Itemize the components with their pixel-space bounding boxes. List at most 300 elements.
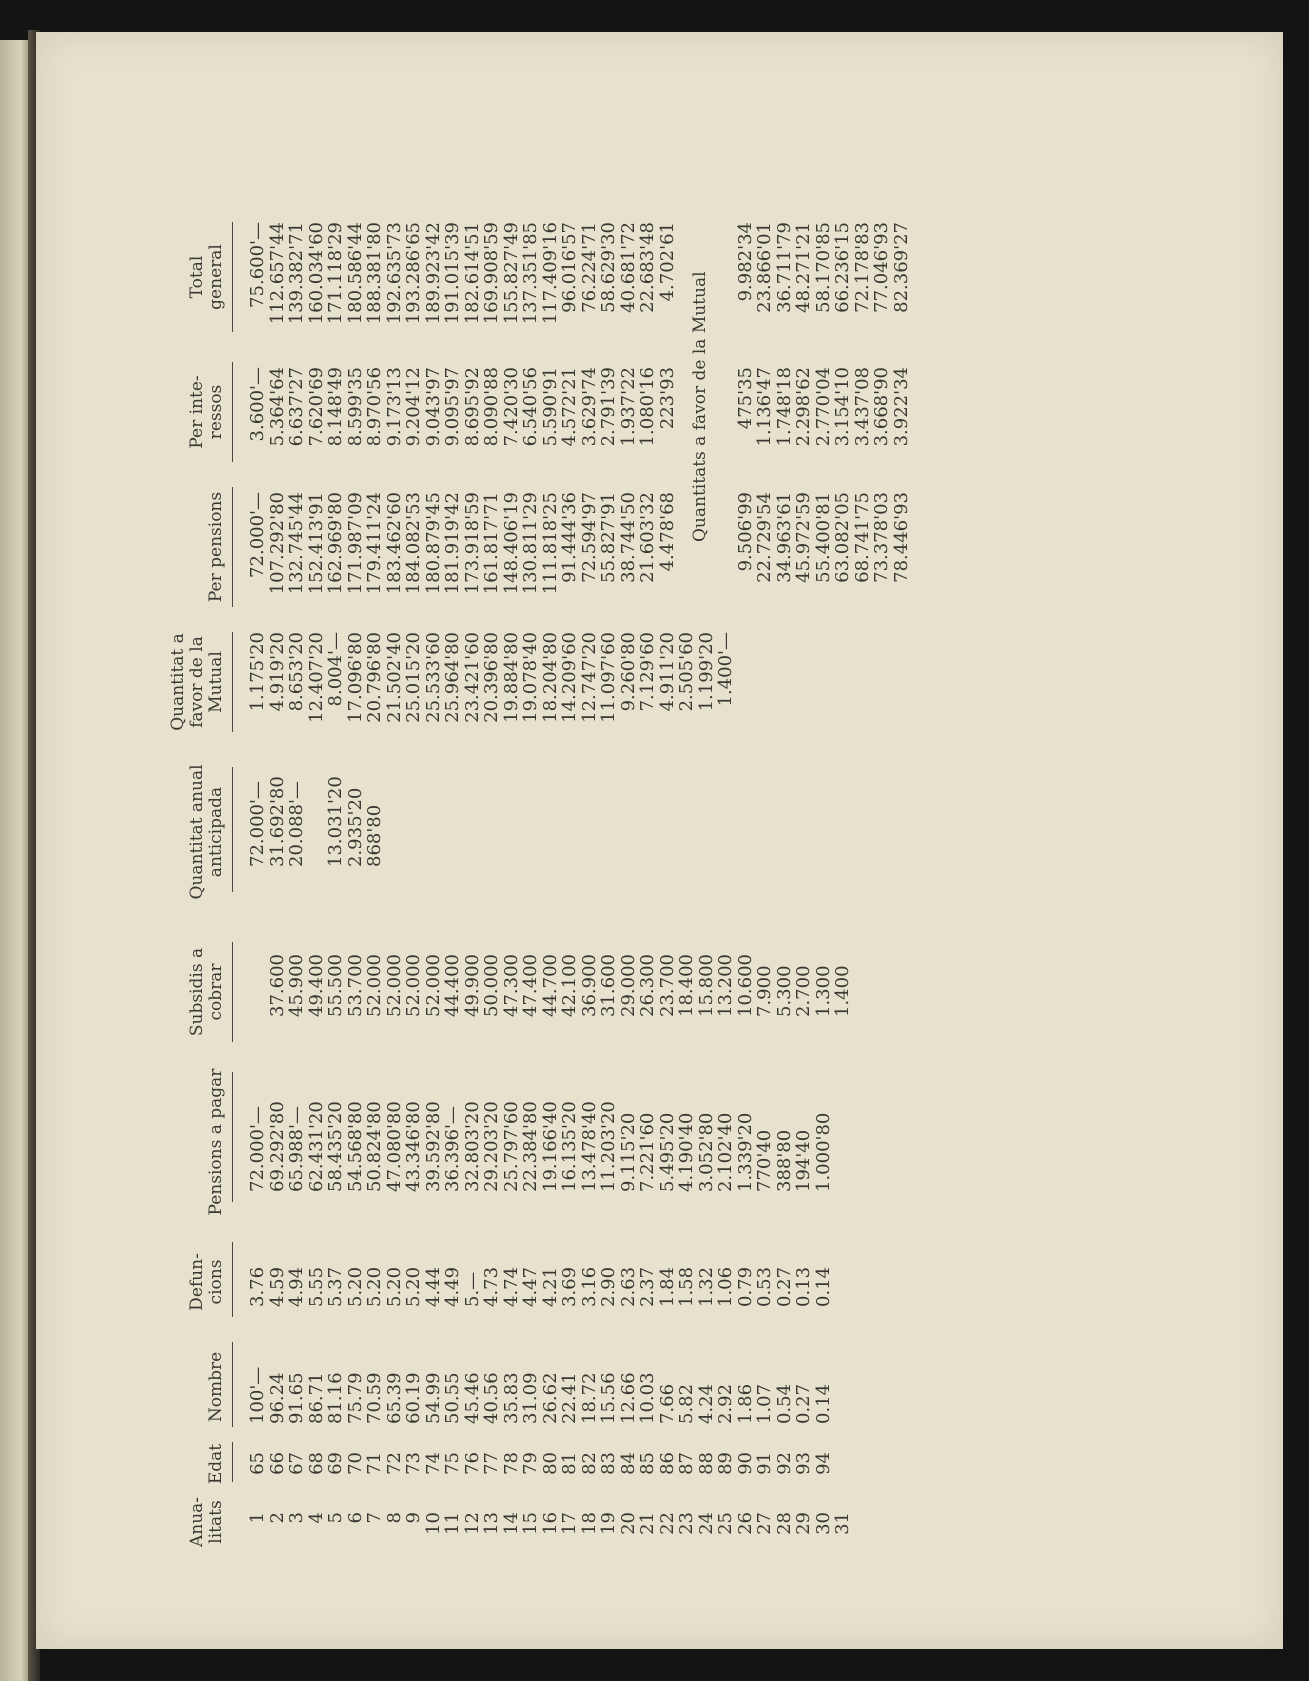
col-pensions-pagar bbox=[248, 1062, 853, 1192]
col-edat bbox=[248, 1452, 853, 1488]
cell-defuncions: 5.20 bbox=[383, 1266, 405, 1307]
cell-anualitats: 29 bbox=[793, 1512, 814, 1535]
cell-nombre: 4.24 bbox=[695, 1383, 717, 1424]
cell-per-interessos: 6.637'27 bbox=[286, 367, 307, 447]
cell-favor-mutual: 4.919'20 bbox=[266, 632, 288, 712]
cell-subsidis: 23.700 bbox=[656, 954, 678, 1017]
cell-subsidis: 42.100 bbox=[559, 954, 580, 1017]
cell-subsidis: 53.700 bbox=[344, 954, 366, 1017]
page bbox=[36, 32, 1283, 1649]
cell-favor-mutual: 20.396'80 bbox=[481, 632, 502, 723]
cell-pensions-pagar: 388'80 bbox=[773, 1129, 795, 1192]
cell-anualitats: 1 bbox=[247, 1512, 268, 1524]
col-favor-mutual bbox=[248, 632, 853, 737]
cell-per-pensions: 78.446'93 bbox=[890, 492, 912, 583]
cell-nombre: 22.41 bbox=[559, 1372, 580, 1424]
cell-edat: 67 bbox=[286, 1452, 307, 1475]
cell-per-pensions: 180.879'45 bbox=[422, 492, 444, 595]
cell-anual-anticipada bbox=[541, 757, 561, 867]
cell-subsidis: 36.900 bbox=[578, 954, 600, 1017]
cell-total-general: 77.046'93 bbox=[871, 222, 892, 313]
cell-subsidis: 2.700 bbox=[793, 965, 814, 1017]
cell-nombre: 60.19 bbox=[403, 1372, 424, 1424]
cell-subsidis: 44.700 bbox=[539, 954, 561, 1017]
cell-total-general: 82.369'27 bbox=[890, 222, 912, 313]
cell-defuncions: 2.37 bbox=[637, 1266, 658, 1307]
cell-edat: 79 bbox=[520, 1452, 541, 1475]
cell-pensions-pagar: 54.568'80 bbox=[344, 1101, 366, 1192]
cell-pensions-pagar: 69.292'80 bbox=[266, 1101, 288, 1192]
header-total-general: Total general bbox=[187, 244, 226, 310]
cell-pensions-pagar: 47.080'80 bbox=[383, 1101, 405, 1192]
cell-anualitats: 27 bbox=[754, 1512, 775, 1535]
cell-anualitats: 13 bbox=[481, 1512, 502, 1535]
cell-edat: 75 bbox=[442, 1452, 463, 1475]
cell-per-interessos: 8.695'92 bbox=[461, 367, 483, 447]
cell-pensions-pagar: 7.221'60 bbox=[637, 1112, 658, 1192]
cell-per-pensions bbox=[716, 492, 736, 602]
cell-favor-mutual bbox=[755, 632, 775, 737]
cell-per-pensions: 179.411'24 bbox=[364, 492, 385, 595]
cell-subsidis: 47.400 bbox=[520, 954, 541, 1017]
cell-per-pensions: 173.918'59 bbox=[461, 492, 483, 595]
cell-edat: 73 bbox=[403, 1452, 424, 1475]
cell-edat: 66 bbox=[266, 1452, 288, 1475]
cell-pensions-pagar: 1.000'80 bbox=[812, 1112, 834, 1192]
cell-nombre: 7.66 bbox=[656, 1383, 678, 1424]
cell-defuncions: 5.20 bbox=[403, 1266, 424, 1307]
cell-per-pensions: 4.478'68 bbox=[656, 492, 678, 572]
cell-per-interessos: 3.922'34 bbox=[890, 367, 912, 447]
cell-per-pensions: 171.987'09 bbox=[344, 492, 366, 595]
cell-nombre: 65.39 bbox=[383, 1372, 405, 1424]
col-total-general bbox=[248, 222, 911, 337]
cell-defuncions: 0.13 bbox=[793, 1266, 814, 1307]
header-anual-anticipada: Quantitat anual anticipada bbox=[187, 764, 226, 900]
cell-per-interessos: 3.437'08 bbox=[851, 367, 873, 447]
cell-nombre: 100'— bbox=[247, 1366, 268, 1424]
cell-defuncions: 4.73 bbox=[481, 1266, 502, 1307]
cell-per-interessos: 8.148'49 bbox=[325, 367, 346, 447]
cell-total-general: 76.224'71 bbox=[578, 222, 600, 313]
cell-anualitats: 16 bbox=[539, 1512, 561, 1535]
cell-per-interessos: 5.364'64 bbox=[266, 367, 288, 447]
cell-defuncions: 1.32 bbox=[695, 1266, 717, 1307]
cell-anual-anticipada bbox=[794, 757, 814, 867]
cell-total-general: 180.586'44 bbox=[344, 222, 366, 325]
cell-pensions-pagar: 65.988'— bbox=[286, 1106, 307, 1192]
cell-per-interessos: 4.572'21 bbox=[559, 367, 580, 447]
cell-favor-mutual: 19.078'40 bbox=[520, 632, 541, 723]
cell-per-pensions: 132.745'44 bbox=[286, 492, 307, 595]
cell-defuncions: 5.37 bbox=[325, 1266, 346, 1307]
cell-anual-anticipada bbox=[677, 757, 697, 867]
cell-per-pensions: 73.378'03 bbox=[871, 492, 892, 583]
cell-anualitats: 22 bbox=[656, 1512, 678, 1535]
cell-edat: 77 bbox=[481, 1452, 502, 1475]
cell-total-general bbox=[716, 222, 736, 337]
cell-anual-anticipada: 20.088'— bbox=[286, 781, 307, 867]
cell-total-general: 189.923'42 bbox=[422, 222, 444, 325]
cell-per-pensions: 63.082'05 bbox=[832, 492, 853, 583]
cell-favor-mutual: 19.884'80 bbox=[500, 632, 522, 723]
header-per-pensions: Per pensions bbox=[206, 491, 226, 603]
cell-nombre: 40.56 bbox=[481, 1372, 502, 1424]
cell-edat bbox=[833, 1452, 853, 1488]
cell-anual-anticipada: 868'80 bbox=[364, 804, 385, 867]
cell-per-interessos: 2.298'62 bbox=[793, 367, 814, 447]
cell-edat: 91 bbox=[754, 1452, 775, 1475]
cell-nombre: 0.54 bbox=[773, 1383, 795, 1424]
cell-pensions-pagar: 39.592'80 bbox=[422, 1101, 444, 1192]
cell-nombre: 31.09 bbox=[520, 1372, 541, 1424]
cell-per-interessos: 8.599'35 bbox=[344, 367, 366, 447]
cell-anual-anticipada bbox=[658, 757, 678, 867]
cell-per-pensions: 161.817'71 bbox=[481, 492, 502, 595]
cell-per-pensions: 22.729'54 bbox=[754, 492, 775, 583]
cell-total-general: 72.178'83 bbox=[851, 222, 873, 313]
cell-nombre: 1.86 bbox=[734, 1383, 756, 1424]
rule-pensions-pagar bbox=[232, 1072, 233, 1202]
cell-anual-anticipada bbox=[755, 757, 775, 867]
cell-favor-mutual bbox=[736, 632, 756, 737]
cell-favor-mutual: 8.653'20 bbox=[286, 632, 307, 712]
cell-anualitats: 2 bbox=[266, 1512, 288, 1524]
rule-defuncions bbox=[232, 1242, 233, 1317]
cell-per-interessos: 3.600'— bbox=[247, 367, 268, 442]
cell-anual-anticipada bbox=[619, 757, 639, 867]
cell-anualitats: 18 bbox=[578, 1512, 600, 1535]
cell-defuncions: 1.58 bbox=[676, 1266, 697, 1307]
cell-pensions-pagar: 19.166'40 bbox=[539, 1101, 561, 1192]
cell-per-interessos: 2.791'39 bbox=[598, 367, 619, 447]
cell-subsidis: 1.400 bbox=[832, 965, 853, 1017]
cell-total-general: 171.118'29 bbox=[325, 222, 346, 325]
cell-pensions-pagar: 11.203'20 bbox=[598, 1101, 619, 1192]
cell-per-interessos: 8.090'88 bbox=[481, 367, 502, 447]
cell-edat: 74 bbox=[422, 1452, 444, 1475]
cell-total-general: 9.982'34 bbox=[734, 222, 756, 302]
cell-subsidis: 47.300 bbox=[500, 954, 522, 1017]
cell-per-pensions: 9.506'99 bbox=[734, 492, 756, 572]
cell-per-interessos: 1.748'18 bbox=[773, 367, 795, 447]
cell-defuncions: 4.94 bbox=[286, 1266, 307, 1307]
cell-defuncions: 4.74 bbox=[500, 1266, 522, 1307]
cell-total-general: 4.702'61 bbox=[656, 222, 678, 302]
cell-anual-anticipada bbox=[638, 757, 658, 867]
cell-anual-anticipada bbox=[385, 757, 405, 867]
cell-per-pensions: 55.827'91 bbox=[598, 492, 619, 583]
cell-total-general: 137.351'85 bbox=[520, 222, 541, 325]
header-defuncions: Defun- cions bbox=[187, 1253, 226, 1311]
cell-nombre: 50.55 bbox=[442, 1372, 463, 1424]
cell-subsidis: 26.300 bbox=[637, 954, 658, 1017]
cell-nombre: 10.03 bbox=[637, 1372, 658, 1424]
rule-favor-mutual bbox=[232, 632, 233, 732]
cell-pensions-pagar: 3.052'80 bbox=[695, 1112, 717, 1192]
cell-anualitats: 30 bbox=[812, 1512, 834, 1535]
cell-total-general: 193.286'65 bbox=[403, 222, 424, 325]
col-subsidis bbox=[248, 937, 853, 1017]
cell-favor-mutual: 12.747'20 bbox=[578, 632, 600, 723]
cell-total-general: 192.635'73 bbox=[383, 222, 405, 325]
cell-nombre: 91.65 bbox=[286, 1372, 307, 1424]
cell-per-interessos: 5.590'91 bbox=[539, 367, 561, 447]
cell-per-interessos: 9.173'13 bbox=[383, 367, 405, 447]
cell-per-pensions: 72.594'97 bbox=[578, 492, 600, 583]
cell-per-pensions: 107.292'80 bbox=[266, 492, 288, 595]
cell-subsidis: 18.400 bbox=[676, 954, 697, 1017]
rule-per-pensions bbox=[232, 487, 233, 607]
col-nombre bbox=[248, 1344, 853, 1424]
cell-anual-anticipada bbox=[424, 757, 444, 867]
cell-pensions-pagar: 58.435'20 bbox=[325, 1101, 346, 1192]
cell-favor-mutual: 11.097'60 bbox=[598, 632, 619, 723]
cell-edat: 92 bbox=[773, 1452, 795, 1475]
cell-total-general: 188.381'80 bbox=[364, 222, 385, 325]
cell-favor-mutual bbox=[775, 632, 795, 737]
cell-total-general: 182.614'51 bbox=[461, 222, 483, 325]
cell-pensions-pagar: 770'40 bbox=[754, 1129, 775, 1192]
cell-subsidis: 13.200 bbox=[715, 954, 736, 1017]
cell-edat: 65 bbox=[247, 1452, 268, 1475]
cell-per-interessos: 9.095'97 bbox=[442, 367, 463, 447]
cell-total-general: 112.657'44 bbox=[266, 222, 288, 325]
left-page-edge bbox=[0, 40, 30, 1681]
cell-pensions-pagar: 32.803'20 bbox=[461, 1101, 483, 1192]
rule-anual-anticipada bbox=[232, 767, 233, 892]
cell-total-general: 117.409'16 bbox=[539, 222, 561, 325]
cell-defuncions: 0.27 bbox=[773, 1266, 795, 1307]
cell-subsidis: 52.000 bbox=[364, 954, 385, 1017]
cell-pensions-pagar: 50.824'80 bbox=[364, 1101, 385, 1192]
cell-defuncions: 2.90 bbox=[598, 1266, 619, 1307]
cell-total-general: 23.866'01 bbox=[754, 222, 775, 313]
rule-subsidis bbox=[232, 942, 233, 1042]
cell-pensions-pagar: 25.797'60 bbox=[500, 1101, 522, 1192]
cell-edat: 88 bbox=[695, 1452, 717, 1475]
cell-anual-anticipada bbox=[482, 757, 502, 867]
cell-edat: 76 bbox=[461, 1452, 483, 1475]
cell-edat: 87 bbox=[676, 1452, 697, 1475]
cell-subsidis: 29.000 bbox=[617, 954, 639, 1017]
cell-favor-mutual: 7.129'60 bbox=[637, 632, 658, 712]
cell-anualitats: 24 bbox=[695, 1512, 717, 1535]
cell-nombre: 18.72 bbox=[578, 1372, 600, 1424]
cell-per-interessos: 7.620'69 bbox=[305, 367, 327, 447]
cell-anual-anticipada bbox=[521, 757, 541, 867]
cell-favor-mutual: 4.911'20 bbox=[656, 632, 678, 712]
cell-defuncions: 3.76 bbox=[247, 1266, 268, 1307]
cell-defuncions: 3.69 bbox=[559, 1266, 580, 1307]
cell-nombre: 5.82 bbox=[676, 1383, 697, 1424]
cell-subsidis: 55.500 bbox=[325, 954, 346, 1017]
cell-subsidis: 44.400 bbox=[442, 954, 463, 1017]
cell-nombre: 70.59 bbox=[364, 1372, 385, 1424]
cell-total-general: 191.015'39 bbox=[442, 222, 463, 325]
cell-per-interessos: 3.629'74 bbox=[578, 367, 600, 447]
cell-edat: 71 bbox=[364, 1452, 385, 1475]
cell-edat: 78 bbox=[500, 1452, 522, 1475]
cell-edat: 82 bbox=[578, 1452, 600, 1475]
cell-edat: 86 bbox=[656, 1452, 678, 1475]
cell-total-general: 48.271'21 bbox=[793, 222, 814, 313]
cell-anual-anticipada bbox=[775, 757, 795, 867]
cell-defuncions: 4.47 bbox=[520, 1266, 541, 1307]
cell-favor-mutual: 23.421'60 bbox=[461, 632, 483, 723]
cell-anualitats: 9 bbox=[403, 1512, 424, 1524]
cell-edat: 84 bbox=[617, 1452, 639, 1475]
cell-anualitats: 17 bbox=[559, 1512, 580, 1535]
cell-total-general: 96.016'57 bbox=[559, 222, 580, 313]
cell-subsidis: 52.000 bbox=[383, 954, 405, 1017]
cell-per-pensions: 72.000'— bbox=[247, 492, 268, 578]
cell-subsidis: 52.000 bbox=[403, 954, 424, 1017]
caption-favor-mutual: Quantitats a favor de la Mutual bbox=[690, 271, 710, 542]
cell-per-interessos bbox=[716, 367, 736, 462]
cell-anualitats: 19 bbox=[598, 1512, 619, 1535]
cell-anual-anticipada: 2.935'20 bbox=[344, 787, 366, 867]
cell-per-pensions: 38.744'50 bbox=[617, 492, 639, 583]
cell-subsidis: 37.600 bbox=[266, 954, 288, 1017]
cell-edat: 90 bbox=[734, 1452, 756, 1475]
cell-edat: 81 bbox=[559, 1452, 580, 1475]
cell-anualitats: 6 bbox=[344, 1512, 366, 1524]
cell-edat: 89 bbox=[715, 1452, 736, 1475]
cell-per-interessos: 1.136'47 bbox=[754, 367, 775, 447]
cell-per-interessos: 9.043'97 bbox=[422, 367, 444, 447]
cell-nombre bbox=[833, 1344, 853, 1424]
cell-nombre: 1.07 bbox=[754, 1383, 775, 1424]
col-anual-anticipada bbox=[248, 757, 853, 867]
cell-anualitats: 20 bbox=[617, 1512, 639, 1535]
cell-subsidis: 45.900 bbox=[286, 954, 307, 1017]
cell-anualitats: 7 bbox=[364, 1512, 385, 1524]
cell-per-pensions: 184.082'53 bbox=[403, 492, 424, 595]
cell-anual-anticipada bbox=[580, 757, 600, 867]
cell-per-pensions: 45.972'59 bbox=[793, 492, 814, 583]
cell-defuncions: 5.20 bbox=[344, 1266, 366, 1307]
cell-per-interessos: 475'35 bbox=[734, 367, 756, 430]
cell-subsidis: 1.300 bbox=[812, 965, 834, 1017]
rule-nombre bbox=[232, 1342, 233, 1427]
cell-subsidis: 49.400 bbox=[305, 954, 327, 1017]
cell-per-interessos: 1.937'22 bbox=[617, 367, 639, 447]
cell-edat: 68 bbox=[305, 1452, 327, 1475]
cell-anualitats: 28 bbox=[773, 1512, 795, 1535]
cell-per-interessos: 8.970'56 bbox=[364, 367, 385, 447]
cell-subsidis bbox=[248, 937, 268, 1017]
rule-per-interessos bbox=[232, 362, 233, 462]
cell-pensions-pagar: 5.495'20 bbox=[656, 1112, 678, 1192]
cell-pensions-pagar: 43.346'80 bbox=[403, 1101, 424, 1192]
cell-defuncions: 1.84 bbox=[656, 1266, 678, 1307]
cell-subsidis: 50.000 bbox=[481, 954, 502, 1017]
col-anualitats bbox=[248, 1512, 853, 1552]
cell-nombre: 54.99 bbox=[422, 1372, 444, 1424]
cell-anual-anticipada: 13.031'20 bbox=[325, 776, 346, 867]
cell-pensions-pagar: 29.203'20 bbox=[481, 1101, 502, 1192]
cell-defuncions: 0.14 bbox=[812, 1266, 834, 1307]
cell-per-interessos: 6.540'56 bbox=[520, 367, 541, 447]
cell-defuncions: 4.49 bbox=[442, 1266, 463, 1307]
cell-per-pensions: 130.811'29 bbox=[520, 492, 541, 595]
cell-defuncions: 0.53 bbox=[754, 1266, 775, 1307]
cell-per-interessos: 3.668'90 bbox=[871, 367, 892, 447]
cell-pensions-pagar: 16.135'20 bbox=[559, 1101, 580, 1192]
cell-defuncions: 0.79 bbox=[734, 1266, 756, 1307]
cell-favor-mutual: 1.199'20 bbox=[695, 632, 717, 712]
cell-nombre: 96.24 bbox=[266, 1372, 288, 1424]
cell-anual-anticipada bbox=[697, 757, 717, 867]
cell-pensions-pagar: 4.190'40 bbox=[676, 1112, 697, 1192]
cell-per-pensions: 21.603'32 bbox=[637, 492, 658, 583]
cell-favor-mutual bbox=[814, 632, 834, 737]
cell-subsidis: 10.600 bbox=[734, 954, 756, 1017]
cell-subsidis: 7.900 bbox=[754, 965, 775, 1017]
cell-subsidis: 5.300 bbox=[773, 965, 795, 1017]
cell-per-interessos: 223'93 bbox=[656, 367, 678, 430]
cell-pensions-pagar: 1.339'20 bbox=[734, 1112, 756, 1192]
cell-anual-anticipada bbox=[736, 757, 756, 867]
cell-favor-mutual: 2.505'60 bbox=[676, 632, 697, 712]
cell-anual-anticipada bbox=[404, 757, 424, 867]
cell-per-interessos: 1.080'16 bbox=[637, 367, 658, 447]
cell-per-pensions: 55.400'81 bbox=[812, 492, 834, 583]
cell-per-pensions: 111.818'25 bbox=[539, 492, 561, 595]
cell-per-interessos: 7.420'30 bbox=[500, 367, 522, 447]
cell-anualitats: 26 bbox=[734, 1512, 756, 1535]
cell-favor-mutual bbox=[833, 632, 853, 737]
cell-total-general: 36.711'79 bbox=[773, 222, 795, 313]
cell-favor-mutual: 17.096'80 bbox=[344, 632, 366, 723]
cell-pensions-pagar: 2.102'40 bbox=[715, 1112, 736, 1192]
cell-nombre: 75.79 bbox=[344, 1372, 366, 1424]
cell-favor-mutual: 14.209'60 bbox=[559, 632, 580, 723]
rule-total-general bbox=[232, 222, 233, 332]
cell-defuncions: 4.59 bbox=[266, 1266, 288, 1307]
header-per-interessos: Per inte- ressos bbox=[187, 375, 226, 449]
cell-defuncions: 3.16 bbox=[578, 1266, 600, 1307]
cell-total-general: 40.681'72 bbox=[617, 222, 639, 313]
cell-favor-mutual: 18.204'80 bbox=[539, 632, 561, 723]
cell-per-pensions: 152.413'91 bbox=[305, 492, 327, 595]
cell-favor-mutual: 12.407'20 bbox=[305, 632, 327, 723]
cell-favor-mutual bbox=[794, 632, 814, 737]
cell-anualitats: 31 bbox=[832, 1512, 853, 1535]
cell-anualitats: 10 bbox=[422, 1512, 444, 1535]
header-nombre: Nombre bbox=[206, 1351, 226, 1423]
cell-edat: 72 bbox=[383, 1452, 405, 1475]
cell-total-general: 169.908'59 bbox=[481, 222, 502, 325]
cell-per-pensions: 181.919'42 bbox=[442, 492, 463, 595]
cell-total-general: 66.236'15 bbox=[832, 222, 853, 313]
header-favor-mutual: Quantitat a favor de la Mutual bbox=[168, 633, 226, 731]
cell-edat: 80 bbox=[539, 1452, 561, 1475]
cell-nombre: 12.66 bbox=[617, 1372, 639, 1424]
cell-anualitats: 5 bbox=[325, 1512, 346, 1524]
cell-favor-mutual: 25.533'60 bbox=[422, 632, 444, 723]
cell-anualitats: 14 bbox=[500, 1512, 522, 1535]
cell-defuncions: 2.63 bbox=[617, 1266, 639, 1307]
cell-anualitats: 15 bbox=[520, 1512, 541, 1535]
cell-favor-mutual: 8.004'— bbox=[325, 632, 346, 707]
cell-anualitats: 23 bbox=[676, 1512, 697, 1535]
cell-anualitats: 12 bbox=[461, 1512, 483, 1535]
cell-anual-anticipada: 31.692'80 bbox=[266, 776, 288, 867]
cell-total-general: 58.629'30 bbox=[598, 222, 619, 313]
cell-total-general: 22.683'48 bbox=[637, 222, 658, 313]
